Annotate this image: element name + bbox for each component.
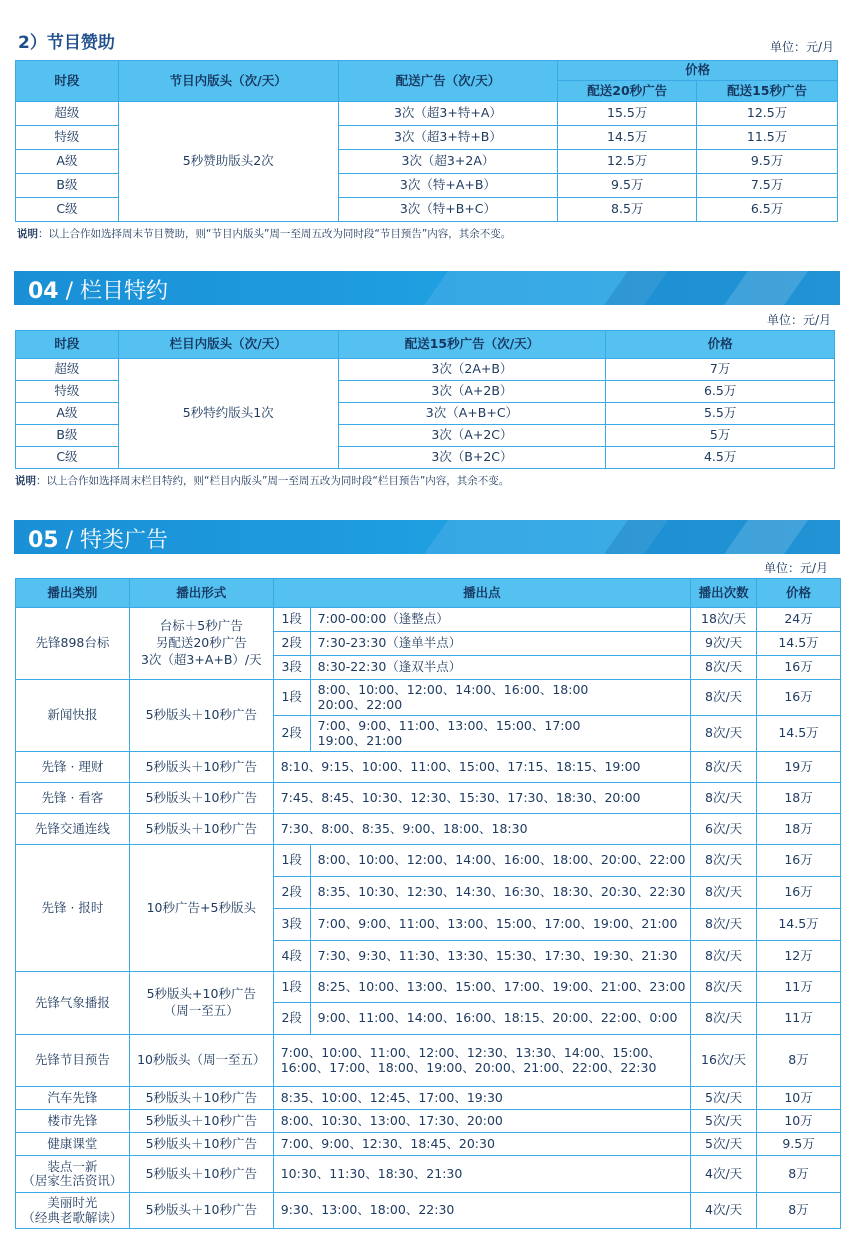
section-number: 04 [28, 279, 59, 304]
price-cell: 12万 [757, 941, 841, 972]
price-cell: 6.5万 [606, 381, 835, 403]
count-cell: 8次/天 [691, 941, 757, 972]
slot-cell: A级 [16, 403, 119, 425]
points-cell: 9:00、11:00、14:00、16:00、18:15、20:00、22:00、0:00 [310, 1003, 690, 1035]
segment-cell: 4段 [273, 941, 310, 972]
form-cell: 5秒版头＋10秒广告 [129, 783, 273, 814]
price-cell: 8万 [757, 1156, 841, 1193]
form-cell: 5秒版头+10秒广告 （周一至五） [129, 972, 273, 1035]
price-20-cell: 15.5万 [558, 102, 697, 126]
points-cell: 7:00、9:00、12:30、18:45、20:30 [273, 1133, 690, 1156]
type-cell: 健康课堂 [16, 1133, 130, 1156]
count-cell: 9次/天 [691, 632, 757, 656]
ads-cell: 3次（A+2B） [338, 381, 606, 403]
points-cell: 7:30、9:30、11:30、13:30、15:30、17:30、19:30、21:30 [310, 941, 690, 972]
section-title-sponsorship: 2）节目赞助 [18, 33, 115, 53]
slot-cell: 超级 [16, 359, 119, 381]
price-cell: 5万 [606, 425, 835, 447]
slot-cell: C级 [16, 447, 119, 469]
points-cell: 8:25、10:00、13:00、15:00、17:00、19:00、21:00、23:00 [310, 972, 690, 1003]
header-count: 播出次数 [691, 579, 757, 608]
type-cell: 先锋 · 报时 [16, 845, 130, 972]
count-cell: 8次/天 [691, 909, 757, 941]
price-cell: 16万 [757, 656, 841, 680]
price-cell: 9.5万 [757, 1133, 841, 1156]
table-row [16, 1193, 841, 1229]
points-cell: 8:00、10:00、12:00、14:00、16:00、18:00 20:00、22:00 [310, 680, 690, 716]
table-row [16, 972, 841, 1003]
count-cell: 18次/天 [691, 608, 757, 632]
form-cell: 10秒广告+5秒版头 [129, 845, 273, 972]
price-cell: 8万 [757, 1035, 841, 1087]
note-label: 说明 [15, 475, 36, 487]
header-price: 价格 [606, 331, 835, 359]
header-ads: 配送15秒广告（次/天） [338, 331, 606, 359]
price-20-cell: 14.5万 [558, 126, 697, 150]
section-banner-special-ads [14, 520, 840, 554]
ads-cell: 3次（A+2C） [338, 425, 606, 447]
segment-cell: 3段 [273, 656, 310, 680]
unit-label: 单位：元/月 [770, 40, 835, 54]
form-cell: 5秒版头＋10秒广告 [129, 1110, 273, 1133]
table-row [16, 783, 841, 814]
price-cell: 14.5万 [757, 716, 841, 752]
table-row [16, 359, 835, 381]
price-20-cell: 9.5万 [558, 174, 697, 198]
table-row [16, 1087, 841, 1110]
header-points: 播出点 [273, 579, 690, 608]
count-cell: 6次/天 [691, 814, 757, 845]
points-cell: 8:00、10:30、13:00、17:30、20:00 [273, 1110, 690, 1133]
type-cell: 先锋节目预告 [16, 1035, 130, 1087]
count-cell: 4次/天 [691, 1156, 757, 1193]
price-cell: 24万 [757, 608, 841, 632]
type-cell: 先锋气象播报 [16, 972, 130, 1035]
ads-cell: 3次（超3+2A） [338, 150, 558, 174]
points-cell: 7:00、9:00、11:00、13:00、15:00、17:00 19:00、21:00 [310, 716, 690, 752]
points-cell: 8:35、10:30、12:30、14:30、16:30、18:30、20:30、22:30 [310, 877, 690, 909]
form-cell: 5秒版头＋10秒广告 [129, 680, 273, 752]
ads-cell: 3次（2A+B） [338, 359, 606, 381]
table-row [16, 814, 841, 845]
price-cell: 4.5万 [606, 447, 835, 469]
points-cell: 7:30、8:00、8:35、9:00、18:00、18:30 [273, 814, 690, 845]
segment-cell: 2段 [273, 1003, 310, 1035]
count-cell: 8次/天 [691, 716, 757, 752]
ads-cell: 3次（特+B+C） [338, 198, 558, 222]
price-15-cell: 11.5万 [697, 126, 838, 150]
points-cell: 7:45、8:45、10:30、12:30、15:30、17:30、18:30、20:00 [273, 783, 690, 814]
count-cell: 5次/天 [691, 1087, 757, 1110]
points-cell: 7:00、10:00、11:00、12:00、12:30、13:30、14:00、15:00、 16:00、17:00、18:00、19:00、20:00、21:00、22:00、22:30 [273, 1035, 690, 1087]
form-cell: 台标＋5秒广告 另配送20秒广告 3次（超3+A+B）/天 [129, 608, 273, 680]
price-cell: 7万 [606, 359, 835, 381]
form-cell: 5秒版头＋10秒广告 [129, 1193, 273, 1229]
segment-cell: 2段 [273, 716, 310, 752]
type-cell: 装点一新 （居家生活资讯） [16, 1156, 130, 1193]
segment-cell: 1段 [273, 845, 310, 877]
price-cell: 18万 [757, 783, 841, 814]
type-cell: 先锋交通连线 [16, 814, 130, 845]
section-banner-column-special [14, 271, 840, 305]
ads-cell: 3次（B+2C） [338, 447, 606, 469]
ads-cell: 3次（A+B+C） [338, 403, 606, 425]
slot-cell: 特级 [16, 381, 119, 403]
segment-cell: 2段 [273, 877, 310, 909]
section-number: 05 [28, 528, 59, 553]
header-form: 播出形式 [129, 579, 273, 608]
count-cell: 5次/天 [691, 1133, 757, 1156]
price-15-cell: 9.5万 [697, 150, 838, 174]
points-cell: 7:00-00:00（逢整点） [310, 608, 690, 632]
header-column-header: 栏目内版头（次/天） [118, 331, 338, 359]
count-cell: 16次/天 [691, 1035, 757, 1087]
slot-cell: B级 [16, 425, 119, 447]
price-cell: 8万 [757, 1193, 841, 1229]
price-20-cell: 12.5万 [558, 150, 697, 174]
note-sponsorship [17, 226, 511, 241]
segment-cell: 2段 [273, 632, 310, 656]
price-cell: 16万 [757, 680, 841, 716]
price-20-cell: 8.5万 [558, 198, 697, 222]
merged-header-cell: 5秒特约版头1次 [118, 359, 338, 469]
header-price: 价格 [558, 61, 838, 81]
header-slot: 时段 [16, 61, 119, 102]
points-cell: 8:35、10:00、12:45、17:00、19:30 [273, 1087, 690, 1110]
note-text: ：以上合作如选择周末节目赞助，则“节目内版头”周一至周五改为同时段“节目预告”内容，其余不变。 [38, 228, 512, 240]
type-cell: 先锋898台标 [16, 608, 130, 680]
note-label: 说明 [17, 228, 38, 240]
count-cell: 8次/天 [691, 845, 757, 877]
count-cell: 8次/天 [691, 877, 757, 909]
note-column-special [15, 473, 509, 488]
type-cell: 汽车先锋 [16, 1087, 130, 1110]
price-cell: 5.5万 [606, 403, 835, 425]
section-title: / 栏目特约 [58, 279, 169, 304]
price-cell: 11万 [757, 972, 841, 1003]
segment-cell: 1段 [273, 680, 310, 716]
points-cell: 7:00、9:00、11:00、13:00、15:00、17:00、19:00、21:00 [310, 909, 690, 941]
form-cell: 5秒版头＋10秒广告 [129, 1156, 273, 1193]
points-cell: 8:00、10:00、12:00、14:00、16:00、18:00、20:00、22:00 [310, 845, 690, 877]
slot-cell: C级 [16, 198, 119, 222]
form-cell: 5秒版头＋10秒广告 [129, 1087, 273, 1110]
count-cell: 8次/天 [691, 972, 757, 1003]
header-type: 播出类别 [16, 579, 130, 608]
price-cell: 16万 [757, 877, 841, 909]
price-cell: 10万 [757, 1087, 841, 1110]
segment-cell: 1段 [273, 972, 310, 1003]
price-cell: 10万 [757, 1110, 841, 1133]
price-cell: 14.5万 [757, 632, 841, 656]
merged-header-cell: 5秒赞助版头2次 [118, 102, 338, 222]
table-row [16, 1110, 841, 1133]
ads-cell: 3次（超3+特+A） [338, 102, 558, 126]
slot-cell: A级 [16, 150, 119, 174]
header-price-15s: 配送15秒广告 [697, 81, 838, 102]
header-slot: 时段 [16, 331, 119, 359]
ads-cell: 3次（特+A+B） [338, 174, 558, 198]
form-cell: 5秒版头＋10秒广告 [129, 752, 273, 783]
type-cell: 楼市先锋 [16, 1110, 130, 1133]
slot-cell: B级 [16, 174, 119, 198]
points-cell: 7:30-23:30（逢单半点） [310, 632, 690, 656]
table-row [16, 608, 841, 632]
points-cell: 8:10、9:15、10:00、11:00、15:00、17:15、18:15、19:00 [273, 752, 690, 783]
points-cell: 10:30、11:30、18:30、21:30 [273, 1156, 690, 1193]
unit-label: 单位：元/月 [764, 561, 829, 575]
price-15-cell: 6.5万 [697, 198, 838, 222]
header-price-20s: 配送20秒广告 [558, 81, 697, 102]
special-ads-table [15, 578, 841, 1229]
sponsorship-table [15, 60, 838, 222]
table-row [16, 752, 841, 783]
table-row [16, 680, 841, 716]
price-15-cell: 12.5万 [697, 102, 838, 126]
price-15-cell: 7.5万 [697, 174, 838, 198]
price-cell: 14.5万 [757, 909, 841, 941]
count-cell: 4次/天 [691, 1193, 757, 1229]
form-cell: 5秒版头＋10秒广告 [129, 814, 273, 845]
form-cell: 10秒版头（周一至五） [129, 1035, 273, 1087]
count-cell: 8次/天 [691, 680, 757, 716]
header-price: 价格 [757, 579, 841, 608]
price-cell: 19万 [757, 752, 841, 783]
type-cell: 先锋 · 看客 [16, 783, 130, 814]
count-cell: 8次/天 [691, 1003, 757, 1035]
ads-cell: 3次（超3+特+B） [338, 126, 558, 150]
price-cell: 16万 [757, 845, 841, 877]
type-cell: 新闻快报 [16, 680, 130, 752]
column-special-table [15, 330, 835, 469]
table-row [16, 1133, 841, 1156]
unit-label: 单位：元/月 [767, 313, 832, 327]
count-cell: 8次/天 [691, 783, 757, 814]
points-cell: 9:30、13:00、18:00、22:30 [273, 1193, 690, 1229]
table-row [16, 1035, 841, 1087]
count-cell: 8次/天 [691, 752, 757, 783]
count-cell: 8次/天 [691, 656, 757, 680]
count-cell: 5次/天 [691, 1110, 757, 1133]
table-row [16, 1156, 841, 1193]
note-text: ：以上合作如选择周末栏目特约，则“栏目内版头”周一至周五改为同时段“栏目预告”内容，其余不变。 [36, 475, 510, 487]
price-cell: 11万 [757, 1003, 841, 1035]
header-ads: 配送广告（次/天） [338, 61, 558, 102]
price-cell: 18万 [757, 814, 841, 845]
slot-cell: 超级 [16, 102, 119, 126]
table-row [16, 102, 838, 126]
type-cell: 美丽时光 （经典老歌解读） [16, 1193, 130, 1229]
form-cell: 5秒版头＋10秒广告 [129, 1133, 273, 1156]
header-program-header: 节目内版头（次/天） [118, 61, 338, 102]
segment-cell: 3段 [273, 909, 310, 941]
section-title: / 特类广告 [58, 528, 169, 553]
segment-cell: 1段 [273, 608, 310, 632]
table-row [16, 845, 841, 877]
type-cell: 先锋 · 理财 [16, 752, 130, 783]
points-cell: 8:30-22:30（逢双半点） [310, 656, 690, 680]
slot-cell: 特级 [16, 126, 119, 150]
